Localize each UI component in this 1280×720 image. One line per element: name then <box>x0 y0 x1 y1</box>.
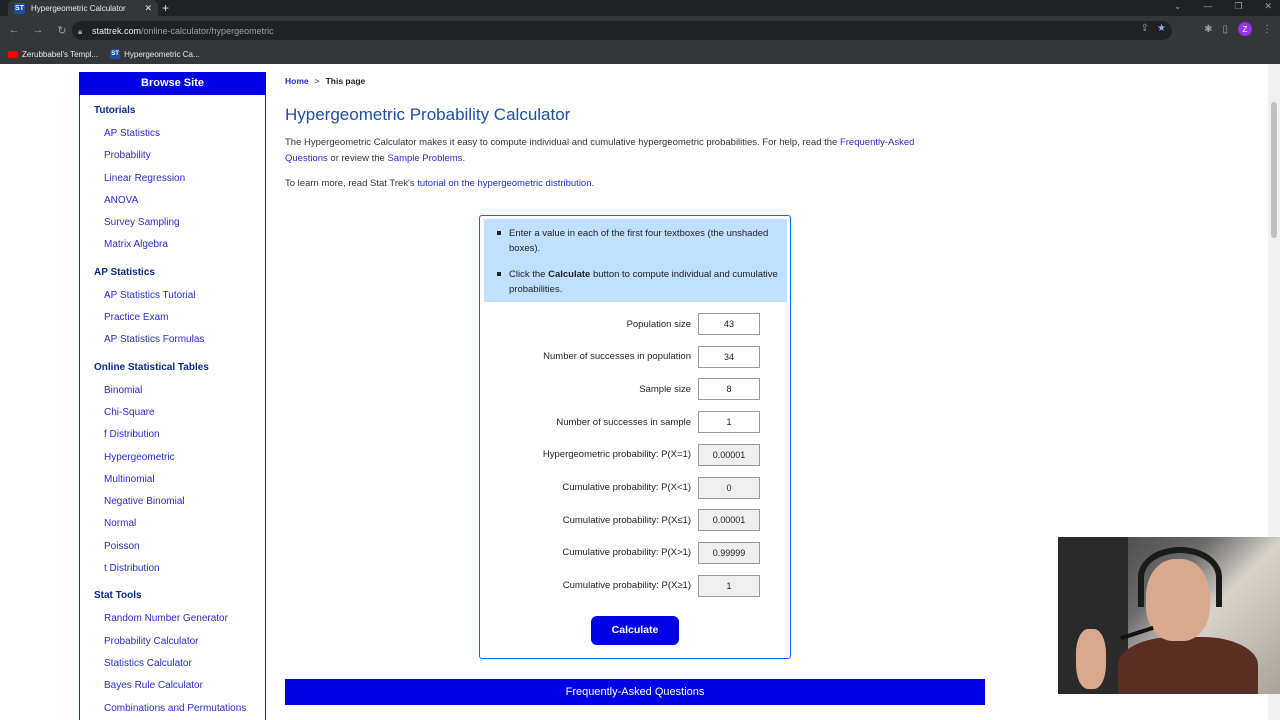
result-field: 0.99999 <box>698 542 760 564</box>
breadcrumb-current: This page <box>325 76 366 86</box>
browser-tab[interactable] <box>8 0 158 16</box>
calculator-box <box>479 215 791 659</box>
restore-icon[interactable]: ❐ <box>1234 1 1243 11</box>
field-label: Cumulative probability: P(X≥1) <box>562 580 691 592</box>
sidebar-item-t-distribution[interactable]: t Distribution <box>104 563 160 575</box>
breadcrumb-home-link[interactable]: Home <box>285 76 309 86</box>
sidebar-section-title: Tutorials <box>94 105 136 116</box>
input-field[interactable]: 43 <box>698 313 760 335</box>
instructions-panel <box>484 219 787 302</box>
input-field[interactable]: 34 <box>698 346 760 368</box>
field-label: Sample size <box>639 383 691 395</box>
profile-avatar[interactable]: Z <box>1238 22 1252 36</box>
sidebar-item-chi-square[interactable]: Chi-Square <box>104 406 155 418</box>
url-host: stattrek.com <box>92 25 142 36</box>
reload-icon[interactable]: ↻ <box>57 24 67 37</box>
field-label: Number of successes in sample <box>556 416 691 428</box>
result-row <box>562 542 760 564</box>
field-label: Cumulative probability: P(X≤1) <box>562 514 691 526</box>
youtube-icon <box>8 51 18 58</box>
tutorial-link[interactable]: tutorial on the hypergeometric distribution <box>417 178 592 189</box>
field-label: Hypergeometric probability: P(X=1) <box>542 449 691 461</box>
sidebar <box>79 72 266 720</box>
result-row <box>562 477 760 499</box>
sidebar-item-matrix-algebra[interactable]: Matrix Algebra <box>104 239 168 251</box>
faq-link[interactable]: Frequently-Asked Questions <box>285 137 915 164</box>
minimize-icon[interactable]: — <box>1203 1 1213 11</box>
result-field: 1 <box>698 575 760 597</box>
sidebar-section-title: Stat Tools <box>94 590 142 602</box>
input-row <box>639 378 760 400</box>
extensions-icon[interactable]: ✱ <box>1204 23 1213 35</box>
menu-icon[interactable]: ⋮ <box>1262 23 1272 35</box>
sidebar-item-negative-binomial[interactable]: Negative Binomial <box>104 496 185 508</box>
sidebar-item-practice-exam[interactable]: Practice Exam <box>104 312 169 324</box>
input-row <box>627 313 760 335</box>
breadcrumb-separator: > <box>314 76 320 86</box>
bookmark-item[interactable] <box>8 50 98 59</box>
sidebar-item-f-distribution[interactable]: f Distribution <box>104 429 160 441</box>
sidebar-item-combinations-and-permutations[interactable]: Combinations and Permutations <box>104 702 247 714</box>
sidebar-item-probability-calculator[interactable]: Probability Calculator <box>104 635 199 647</box>
bookmark-star-icon[interactable]: ★ <box>1157 23 1166 34</box>
stattrek-icon: ST <box>111 51 119 57</box>
calculate-button[interactable]: Calculate <box>591 616 679 645</box>
breadcrumb <box>285 72 985 90</box>
back-icon[interactable]: ← <box>8 24 20 36</box>
result-field: 0.00001 <box>698 444 760 466</box>
forward-icon[interactable]: → <box>32 24 44 36</box>
result-field: 0.00001 <box>698 509 760 531</box>
page-title: Hypergeometric Probability Calculator <box>285 105 571 124</box>
learn-more-paragraph: To learn more, read Stat Trek's tutorial on the hypergeometric distribution. <box>285 178 595 189</box>
result-row <box>563 509 760 531</box>
window-controls <box>1174 1 1272 12</box>
tab-strip <box>0 0 1280 16</box>
sidebar-section-title: AP Statistics <box>94 266 155 278</box>
result-row <box>563 575 760 597</box>
result-row <box>543 444 760 466</box>
tab-search-icon[interactable]: ⌄ <box>1173 1 1182 11</box>
sidebar-item-anova[interactable]: ANOVA <box>104 194 139 206</box>
sidebar-item-random-number-generator[interactable]: Random Number Generator <box>104 613 228 625</box>
sidebar-item-ap-statistics[interactable]: AP Statistics <box>104 128 160 139</box>
stattrek-favicon-icon: ST <box>15 4 24 12</box>
faq-section-header[interactable]: Frequently-Asked Questions <box>285 679 985 705</box>
bookmark-item[interactable] <box>110 49 200 59</box>
address-bar[interactable] <box>72 21 1172 40</box>
sidebar-item-normal[interactable]: Normal <box>104 518 137 530</box>
url-path: /online-calculator/hypergeometric <box>141 25 274 36</box>
sidebar-item-linear-regression[interactable]: Linear Regression <box>104 172 186 184</box>
field-label: Cumulative probability: P(X<1) <box>562 482 691 493</box>
input-row <box>543 346 760 368</box>
sidebar-item-statistics-calculator[interactable]: Statistics Calculator <box>104 657 192 669</box>
sidebar-item-multinomial[interactable]: Multinomial <box>104 473 155 485</box>
close-icon[interactable]: ✕ <box>144 2 152 13</box>
sidebar-item-ap-statistics-formulas[interactable]: AP Statistics Formulas <box>104 334 205 346</box>
instruction-item: Enter a value in each of the first four textboxes (the unshaded boxes). <box>509 226 781 256</box>
sidebar-item-ap-statistics-tutorial[interactable]: AP Statistics Tutorial <box>104 289 196 301</box>
sidebar-header: Browse Site <box>79 72 266 95</box>
field-label: Number of successes in population <box>543 351 691 363</box>
share-icon[interactable]: ⇪ <box>1140 23 1150 34</box>
browser-toolbar <box>0 16 1280 44</box>
input-field[interactable]: 8 <box>698 378 760 400</box>
sidebar-section-title: Online Statistical Tables <box>94 361 209 373</box>
close-window-icon[interactable]: ✕ <box>1264 1 1272 11</box>
lock-icon: 🔒︎ <box>78 26 83 36</box>
scrollbar-thumb[interactable] <box>1271 102 1277 238</box>
bookmark-label: Hypergeometric Ca... <box>124 49 200 59</box>
field-label: Population size <box>626 318 691 330</box>
bookmark-label: Zerubbabel's Templ... <box>22 49 99 59</box>
sidebar-item-survey-sampling[interactable]: Survey Sampling <box>104 217 180 229</box>
bookmarks-bar <box>0 44 1280 64</box>
result-field: 0 <box>698 477 760 499</box>
sidebar-item-bayes-rule-calculator[interactable]: Bayes Rule Calculator <box>104 680 203 692</box>
input-field[interactable]: 1 <box>698 411 760 433</box>
input-row <box>556 411 760 433</box>
tab-title: Hypergeometric Calculator <box>31 3 126 13</box>
sidebar-item-probability[interactable]: Probability <box>104 150 151 162</box>
field-label: Cumulative probability: P(X>1) <box>562 547 691 559</box>
new-tab-icon[interactable]: + <box>162 1 170 15</box>
sidebar-item-poisson[interactable]: Poisson <box>104 540 140 552</box>
instruction-item: Click the Calculate button to compute individual and cumulative probabilities. <box>509 267 781 297</box>
intro-paragraph: The Hypergeometric Calculator makes it easy to compute individual and cumulative hypergeometric probabilities. For help, read the Frequently-Asked Questions or review the Sample Problems. <box>285 137 915 164</box>
sample-problems-link[interactable]: Sample Problems <box>387 152 463 164</box>
sidebar-item-binomial[interactable]: Binomial <box>104 384 143 396</box>
main-content <box>285 72 985 192</box>
webcam-overlay <box>1058 537 1280 694</box>
side-panel-icon[interactable]: ▯ <box>1222 23 1228 35</box>
sidebar-item-hypergeometric[interactable]: Hypergeometric <box>104 451 175 463</box>
